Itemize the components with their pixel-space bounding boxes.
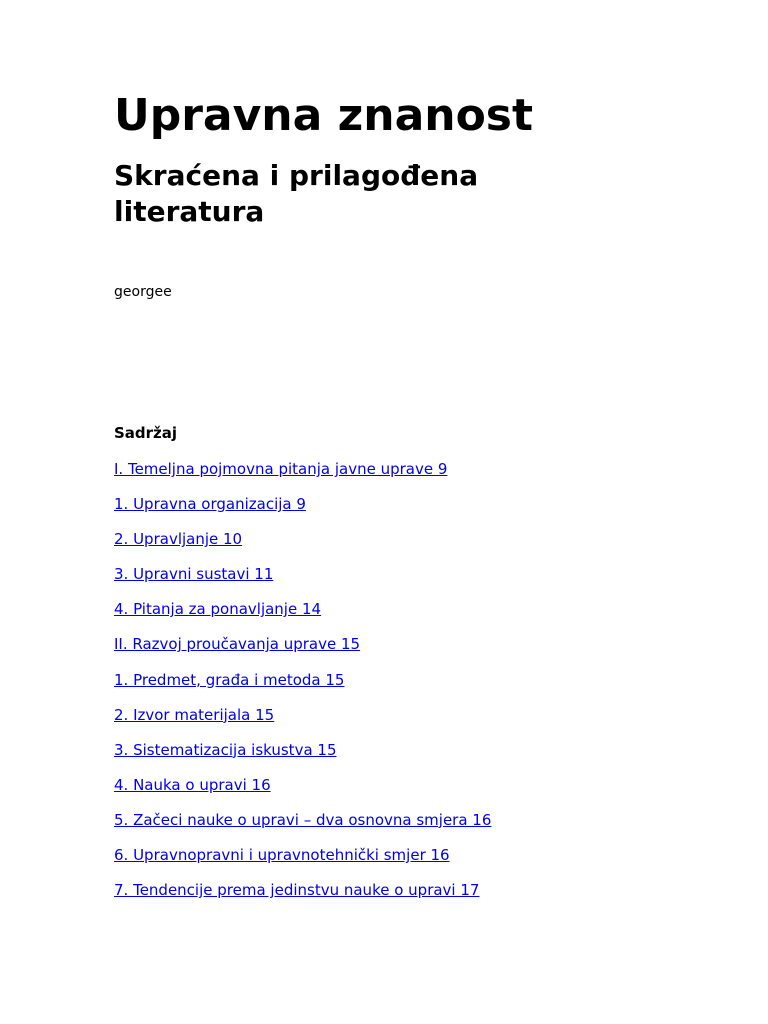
- toc-item: [114, 563, 491, 598]
- toc-link[interactable]: 4. Pitanja za ponavljanje 14: [114, 600, 322, 619]
- toc-link[interactable]: I. Temeljna pojmovna pitanja javne uprave 9: [114, 460, 448, 478]
- toc-link[interactable]: 2. Upravljanje 10: [114, 530, 243, 549]
- toc-item: [114, 739, 491, 774]
- document-subtitle: Skraćena i prilagođena literatura: [114, 159, 479, 228]
- toc-link[interactable]: 4. Nauka o upravi 16: [114, 775, 271, 794]
- toc-item: [114, 493, 491, 528]
- toc-link[interactable]: 3. Upravni sustavi 11: [114, 565, 274, 584]
- toc-item: [114, 633, 491, 668]
- document-title: Upravna znanost: [114, 90, 534, 141]
- document-author: georgee: [114, 284, 172, 300]
- toc-link[interactable]: 3. Sistematizacija iskustva 15: [114, 740, 337, 759]
- toc-link[interactable]: 1. Upravna organizacija 9: [114, 495, 306, 514]
- toc-link[interactable]: 5. Začeci nauke o upravi – dva osnovna smjera 16: [114, 810, 492, 829]
- toc-item: [114, 774, 491, 809]
- toc-item: [114, 809, 491, 844]
- toc-item: [114, 458, 491, 493]
- toc-link[interactable]: 7. Tendencije prema jedinstvu nauke o upravi 17: [114, 881, 480, 900]
- toc-item: [114, 528, 491, 563]
- toc-link[interactable]: 2. Izvor materijala 15: [114, 705, 275, 724]
- toc-item: [114, 844, 491, 879]
- toc-item: [114, 704, 491, 739]
- toc-heading: Sadržaj: [114, 424, 178, 442]
- toc-item: [114, 669, 491, 704]
- toc-item: [114, 879, 491, 914]
- toc-link[interactable]: 1. Predmet, građa i metoda 15: [114, 670, 345, 689]
- toc-link[interactable]: 6. Upravnopravni i upravnotehnički smjer 16: [114, 846, 450, 865]
- toc-item: [114, 598, 491, 633]
- table-of-contents: [114, 458, 491, 914]
- toc-link[interactable]: II. Razvoj proučavanja uprave 15: [114, 635, 361, 654]
